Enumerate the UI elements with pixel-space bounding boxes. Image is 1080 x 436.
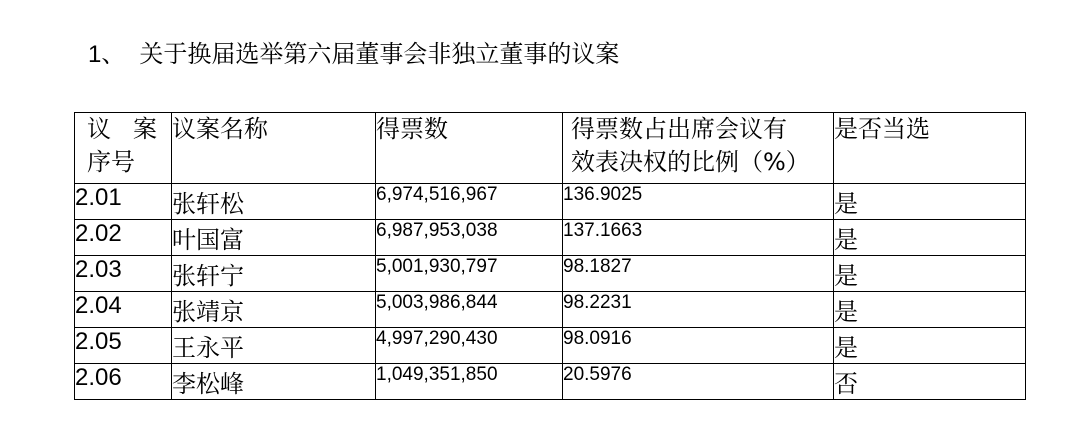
row-seq: 2.02 xyxy=(75,220,172,256)
row-elected: 是 xyxy=(834,292,1026,328)
header-votes: 得票数 xyxy=(376,113,563,184)
row-ratio: 20.5976 xyxy=(563,364,834,400)
table-row xyxy=(75,256,1026,292)
row-votes: 6,987,953,038 xyxy=(376,220,563,256)
row-elected: 是 xyxy=(834,256,1026,292)
row-name: 张轩宁 xyxy=(172,256,376,292)
table-row xyxy=(75,328,1026,364)
row-seq: 2.04 xyxy=(75,292,172,328)
table-row xyxy=(75,220,1026,256)
row-elected: 是 xyxy=(834,328,1026,364)
table-header-row xyxy=(75,113,1026,184)
row-name: 张轩松 xyxy=(172,184,376,220)
document-heading xyxy=(88,38,619,71)
table-row xyxy=(75,364,1026,400)
row-votes: 5,003,986,844 xyxy=(376,292,563,328)
heading-text: 关于换届选举第六届董事会非独立董事的议案 xyxy=(139,40,620,68)
header-seq-char-2: 案 xyxy=(133,115,157,143)
heading-number: 1、 xyxy=(88,41,126,68)
row-ratio: 98.1827 xyxy=(563,256,834,292)
election-results-table xyxy=(74,112,1026,400)
row-elected: 是 xyxy=(834,220,1026,256)
row-ratio: 98.0916 xyxy=(563,328,834,364)
row-votes: 5,001,930,797 xyxy=(376,256,563,292)
row-seq: 2.01 xyxy=(75,184,172,220)
header-ratio-line-2: 效表决权的比例（%） xyxy=(571,148,810,176)
row-votes: 1,049,351,850 xyxy=(376,364,563,400)
row-votes: 4,997,290,430 xyxy=(376,328,563,364)
header-seq-line-2: 序号 xyxy=(87,148,135,176)
table-row xyxy=(75,184,1026,220)
header-ratio-line-1: 得票数占出席会议有 xyxy=(571,115,787,143)
row-name: 张靖京 xyxy=(172,292,376,328)
row-votes: 6,974,516,967 xyxy=(376,184,563,220)
header-proposal-seq xyxy=(75,113,172,184)
row-name: 叶国富 xyxy=(172,220,376,256)
row-elected: 否 xyxy=(834,364,1026,400)
row-ratio: 98.2231 xyxy=(563,292,834,328)
row-elected: 是 xyxy=(834,184,1026,220)
header-elected: 是否当选 xyxy=(834,113,1026,184)
header-seq-char-1: 议 xyxy=(87,115,111,143)
header-proposal-name: 议案名称 xyxy=(172,113,376,184)
row-ratio: 136.9025 xyxy=(563,184,834,220)
row-seq: 2.05 xyxy=(75,328,172,364)
row-ratio: 137.1663 xyxy=(563,220,834,256)
row-name: 李松峰 xyxy=(172,364,376,400)
row-seq: 2.06 xyxy=(75,364,172,400)
header-vote-ratio xyxy=(563,113,834,184)
row-name: 王永平 xyxy=(172,328,376,364)
table-row xyxy=(75,292,1026,328)
row-seq: 2.03 xyxy=(75,256,172,292)
